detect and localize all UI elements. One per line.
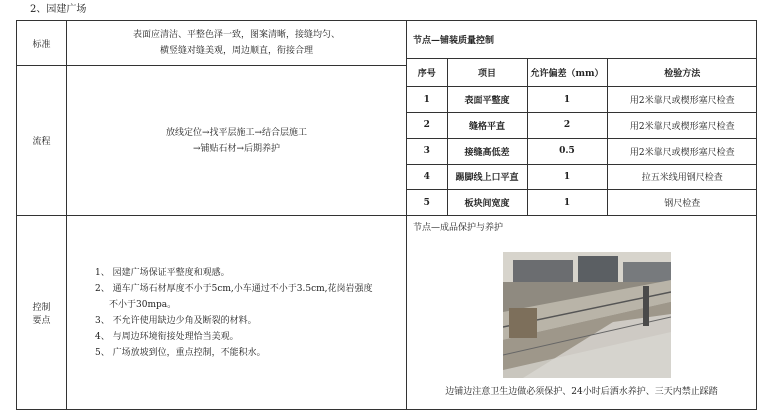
- spec-table: [16, 20, 757, 410]
- process-line-1: 放线定位→找平层施工→结合层施工: [165, 127, 308, 138]
- standard-line-2: 横竖缝对缝美观，周边顺直，衔接合理: [159, 46, 313, 56]
- quality-no: 2: [407, 112, 447, 138]
- quality-method: 拉五米线用钢尺检查: [607, 164, 757, 190]
- quality-row: [407, 138, 757, 164]
- quality-item: 板块间宽度: [447, 190, 527, 215]
- quality-item: 踢脚线上口平直: [447, 164, 527, 190]
- section-heading: 2、园建广场: [30, 4, 87, 15]
- quality-method: 用2米靠尺或楔形塞尺检查: [607, 138, 757, 164]
- standard-label: 标准: [17, 21, 67, 66]
- quality-method: 用2米靠尺或楔形塞尺检查: [607, 87, 757, 113]
- quality-no: 4: [407, 164, 447, 190]
- protection-caption: 边铺边注意卫生边做必须保护、24小时后洒水养护、三天内禁止踩踏: [445, 387, 718, 397]
- quality-cell: [407, 21, 757, 216]
- control-item-5: 5、 广场放坡到位，重点控制，不能积水。: [95, 347, 266, 358]
- quality-tolerance: 1: [527, 190, 607, 215]
- control-item-4: 4、 与周边环境衔接处理恰当美观。: [95, 331, 239, 342]
- quality-method: 用2米靠尺或楔形塞尺检查: [607, 112, 757, 138]
- protection-cell: [407, 216, 757, 410]
- process-content: [67, 66, 407, 216]
- control-label: [17, 216, 67, 410]
- process-label: 流程: [17, 66, 67, 216]
- control-item-2-cont: 不小于30mpa。: [109, 299, 177, 310]
- quality-row: [407, 87, 757, 113]
- process-line-2: →铺贴石材→后期养护: [192, 143, 281, 154]
- quality-header-tolerance: 允许偏差（mm）: [527, 58, 607, 86]
- quality-header-method: 检验方法: [607, 58, 757, 86]
- standard-line-1: 表面应清洁、平整色泽一致，图案清晰，接缝均匀、: [132, 30, 340, 40]
- control-points: [67, 216, 407, 410]
- quality-tolerance: 2: [527, 112, 607, 138]
- quality-tolerance: 1: [527, 87, 607, 113]
- quality-tolerance: 1: [527, 164, 607, 190]
- quality-header-item: 项目: [447, 58, 527, 86]
- control-item-3: 3、 不允许使用缺边少角及断裂的材料。: [95, 315, 257, 326]
- quality-method: 钢尺检查: [607, 190, 757, 215]
- control-item-2: 2、 通车广场石材厚度不小于5cm,小车通过不小于3.5cm,花岗岩强度: [95, 283, 373, 294]
- quality-row: [407, 164, 757, 190]
- quality-row: [407, 190, 757, 215]
- standard-content: [67, 21, 407, 66]
- quality-item: 表面平整度: [447, 87, 527, 113]
- site-photo: [503, 252, 671, 378]
- quality-no: 5: [407, 190, 447, 215]
- quality-header-no: 序号: [407, 58, 447, 86]
- control-label-line-1: 控制: [32, 302, 51, 313]
- quality-item: 缝格平直: [447, 112, 527, 138]
- paving-site-image: [503, 252, 671, 378]
- quality-no: 3: [407, 138, 447, 164]
- control-item-1: 1、 园建广场保证平整度和观感。: [95, 267, 230, 278]
- quality-item: 接缝高低差: [447, 138, 527, 164]
- quality-row: [407, 112, 757, 138]
- quality-table: [407, 21, 757, 215]
- quality-no: 1: [407, 87, 447, 113]
- quality-title: 节点—铺装质量控制: [407, 21, 757, 58]
- control-label-line-2: 要点: [32, 315, 51, 326]
- quality-tolerance: 0.5: [527, 138, 607, 164]
- protection-title: 节点—成品保护与养护: [413, 223, 504, 233]
